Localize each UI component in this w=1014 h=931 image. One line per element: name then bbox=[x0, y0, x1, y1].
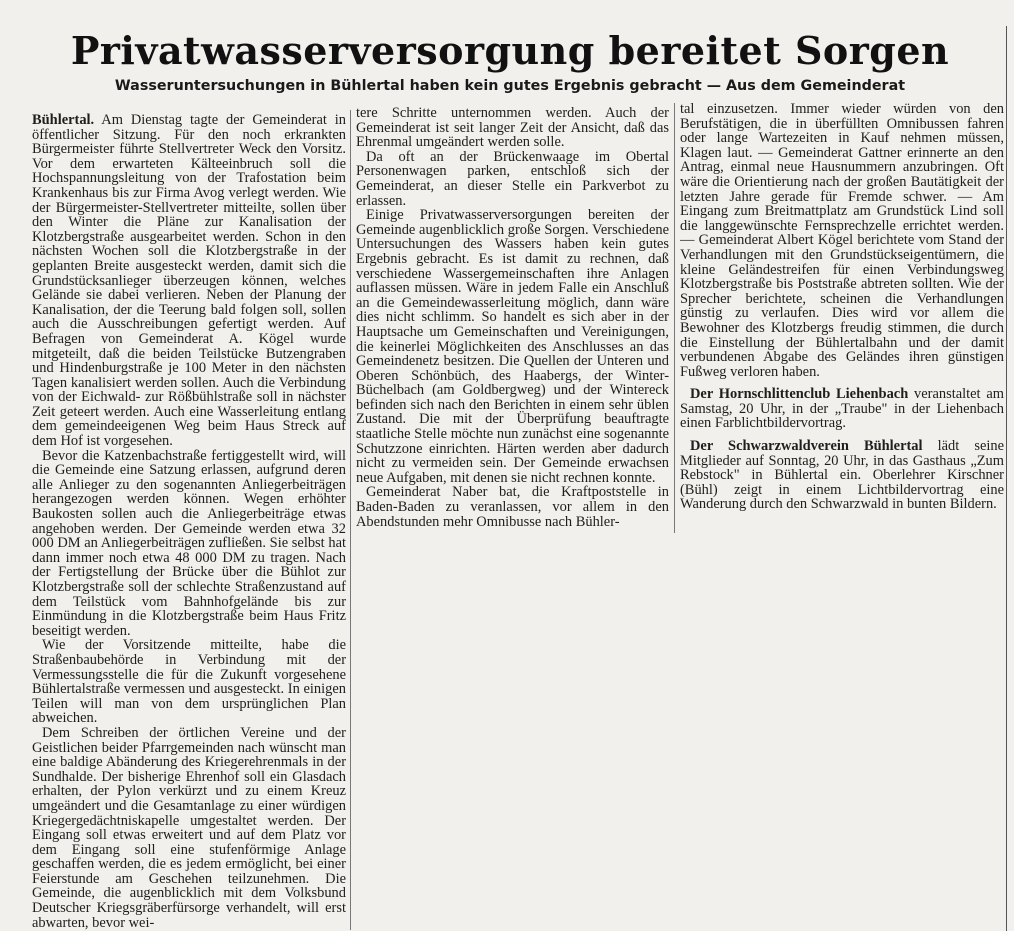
column-divider-1 bbox=[350, 110, 351, 930]
article-column-2 bbox=[356, 106, 669, 531]
notice-hornschlittenclub bbox=[680, 387, 1004, 431]
paragraph: tere Schritte unternommen werden. Auch der Gemeinderat ist seit langer Zeit der Ansicht, daß das Ehrenmal umgeändert werden solle. bbox=[356, 106, 669, 151]
paragraph: Da oft an der Brückenwaage im Obertal Personenwagen parken, entschloß sich der Gemeinderat, an dieser Stelle ein Parkverbot zu erlassen. bbox=[356, 148, 669, 209]
notice-lead: Der Schwarzwaldverein Bühlertal bbox=[690, 438, 923, 455]
paragraph: Einige Privatwasserversorgungen bereiten der Gemeinde augenblicklich große Sorgen. Verschiedene Untersuchungen des Wassers haben kein gutes Ergebnis gebracht. Es ist damit zu rechnen, daß verschiedene Wassergemeinschaften ihre Anlagen auflassen müssen. Wäre in jedem Falle ein Anschluß an die Gemeindewasserleitung möglich, dann wäre dies nicht schlimm. So handelt es sich aber in der Hauptsache um Gemeinschaften und Vereinigungen, die keinerlei Möglichkeiten des Anschlusses an das Gemeindenetz besitzen. Die Quellen der Unteren und Oberen Schönbüch, des Haabergs, der Winter-Büchelbach (am Goldbergweg) und der Wintereck befinden sich nach den Berichten in einem sehr üblen Zustand. Die mit der Überprüfung beauftragte staatliche Stelle möchte nun zunächst eine sogenannte Schutzzone einrichten. Härten werden aber dadurch nicht zu vermeiden sein. Der Gemeinde erwachsen neue Aufgaben, mit denen sie nicht rechnen konnte. bbox=[356, 207, 669, 486]
notice-schwarzwaldverein bbox=[680, 439, 1004, 512]
notice-text: lädt seine Mitglieder auf Sonntag, 20 Uhr, in das Gasthaus „Zum Rebstock" in Bühlertal ein. Oberlehrer Kirschner (Bühl) zeigt in einem Lichtbildervortrag eine Wanderung durch den Schwarzwald in bunten Bildern. bbox=[680, 438, 1004, 513]
column-border-right bbox=[1006, 26, 1007, 931]
column-divider-2 bbox=[674, 103, 675, 533]
article-column-3 bbox=[680, 102, 1004, 527]
article-headline: Privatwasserversorgung bereitet Sorgen bbox=[70, 28, 950, 73]
article-subheadline: Wasseruntersuchungen in Bühlertal haben kein gutes Ergebnis gebracht — Aus dem Gemeinderat bbox=[114, 78, 906, 94]
paragraph: Bevor die Katzenbachstraße fertiggestellt wird, will die Gemeinde eine Satzung erlassen, aufgrund deren alle Anlieger zu den sogenannten Anliegerbeiträgen herangezogen werden können. Wegen erhöhter Baukosten sollen auch die Anliegerbeiträge etwas angehoben werden. Der Gemeinde werden etwa 32 000 DM an Anliegerbeiträgen zufließen. Sie selbst hat dann immer noch etwa 48 000 DM zu tragen. Nach der Fertigstellung der Brücke über die Bühlot zur Klotzbergstraße soll der schlechte Straßenzustand auf dem Teilstück vom Bahnhofgelände bis zur Einmündung in die Klotzbergstraße beim Haus Fritz beseitigt werden. bbox=[32, 447, 346, 639]
paragraph: Wie der Vorsitzende mitteilte, habe die Straßenbaubehörde in Verbindung mit der Vermessungsstelle die für die Zukunft vorgesehene Bühlertalstraße vermessen und ausgesteckt. In einigen Teilen will man von dem ursprünglichen Plan abweichen. bbox=[32, 637, 346, 727]
article-column-1 bbox=[32, 113, 346, 931]
paragraph-text: Am Dienstag tagte der Gemeinderat in öffentlicher Sitzung. Für den noch erkrankten Bürgermeister führte Stellvertreter Weck den Vorsitz. Vor dem erwarteten Kälteeinbruch soll die Hochspannungsleitung von der Trafostation beim Krankenhaus bis zur Firma Avog verlegt werden. Wie der Bürgermeister-Stellvertreter mitteilte, sollen über den Winter die Pläne zur Kanalisation der Klotzbergstraße ausgearbeitet werden. Schon in den nächsten Wochen soll die Klotzbergstraße in der geplanten Breite ausgesteckt werden, damit sich die Grundstücksanlieger überzeugen können, welches Gelände sie dabei verlieren. Neben der Planung der Kanalisation, der die Teerung bald folgen soll, sollen auch die Ausschreibungen gefertigt werden. Auf Befragen von Gemeinderat A. Kögel wurde mitgeteilt, daß die beiden Teilstücke Butzengraben und Hindenburgstraße je 100 Meter in den nächsten Tagen kanalisiert werden sollen. Auch die Verbindung von der Eichwald- zur Rößbühlstraße soll in nächster Zeit geteert werden. Auch eine Wasserleitung entlang dem gemeindeeigenen Weg beim Haus Streck auf dem Hof ist vorgesehen. bbox=[32, 113, 346, 450]
paragraph bbox=[32, 113, 346, 449]
notice-text: veranstaltet am Samstag, 20 Uhr, in der „Traube" in der Liehenbach einen Farblichtbildervortrag. bbox=[680, 386, 1004, 432]
dateline: Bühlertal. bbox=[32, 113, 95, 128]
paragraph: Gemeinderat Naber bat, die Kraftpoststelle in Baden-Baden zu veranlassen, vor allem in den Abendstunden mehr Omnibusse nach Bühler- bbox=[356, 484, 669, 530]
paragraph: Dem Schreiben der örtlichen Vereine und der Geistlichen beider Pfarrgemeinden nach wünscht man eine baldige Abänderung des Kriegerehrenmals in der Sundhalde. Der bisherige Ehrenhof soll ein Glasdach erhalten, der Pylon verkürzt und zu einem Kreuz umgeändert und die Gesamtanlage zu einer würdigen Kriegergedächtniskapelle umgestaltet werden. Der Eingang soll etwas erweitert und auf dem Platz vor dem Eingang soll eine stufenförmige Anlage geschaffen werden, die es jedem ermöglicht, bei einer Feierstunde am Geschehen teilzunehmen. Die Gemeinde, die augenblicklich mit dem Volksbund Deutscher Kriegsgräberfürsorge verhandelt, will erst abwarten, bevor wei- bbox=[32, 724, 346, 931]
notice-lead: Der Hornschlittenclub Liehenbach bbox=[690, 386, 909, 403]
paragraph: tal einzusetzen. Immer wieder würden von den Berufstätigen, die in überfüllten Omnibussen fahren oder lange Wartezeiten in Kauf nehmen müssen, Klagen laut. — Gemeinderat Gattner erinnerte an den Antrag, einmal neue Hausnummern anzubringen. Oft wäre die Orientierung nach der großen Bautätigkeit der letzten Jahre gerade für Fremde schwer. — Am Eingang zum Breitmattplatz am Grundstück Lind soll die langgewünschte Fernsprechzelle errichtet werden. — Gemeinderat Albert Kögel berichtete vom Stand der Verhandlungen mit den Grundstückseigentümern, die kleine Geländestreifen für einen Verbindungsweg Klotzbergstraße bis Poststraße abtreten sollten. Wie der Sprecher berichtete, scheinen die Verhandlungen günstig zu verlaufen. Dies wird vor allem die Bewohner des Klotzbergs freudig stimmen, die durch die Einstellung der Bühlertalbahn und der damit verbundenen Abgabe des Geländes ihren günstigen Fußweg verloren haben. bbox=[680, 102, 1004, 380]
